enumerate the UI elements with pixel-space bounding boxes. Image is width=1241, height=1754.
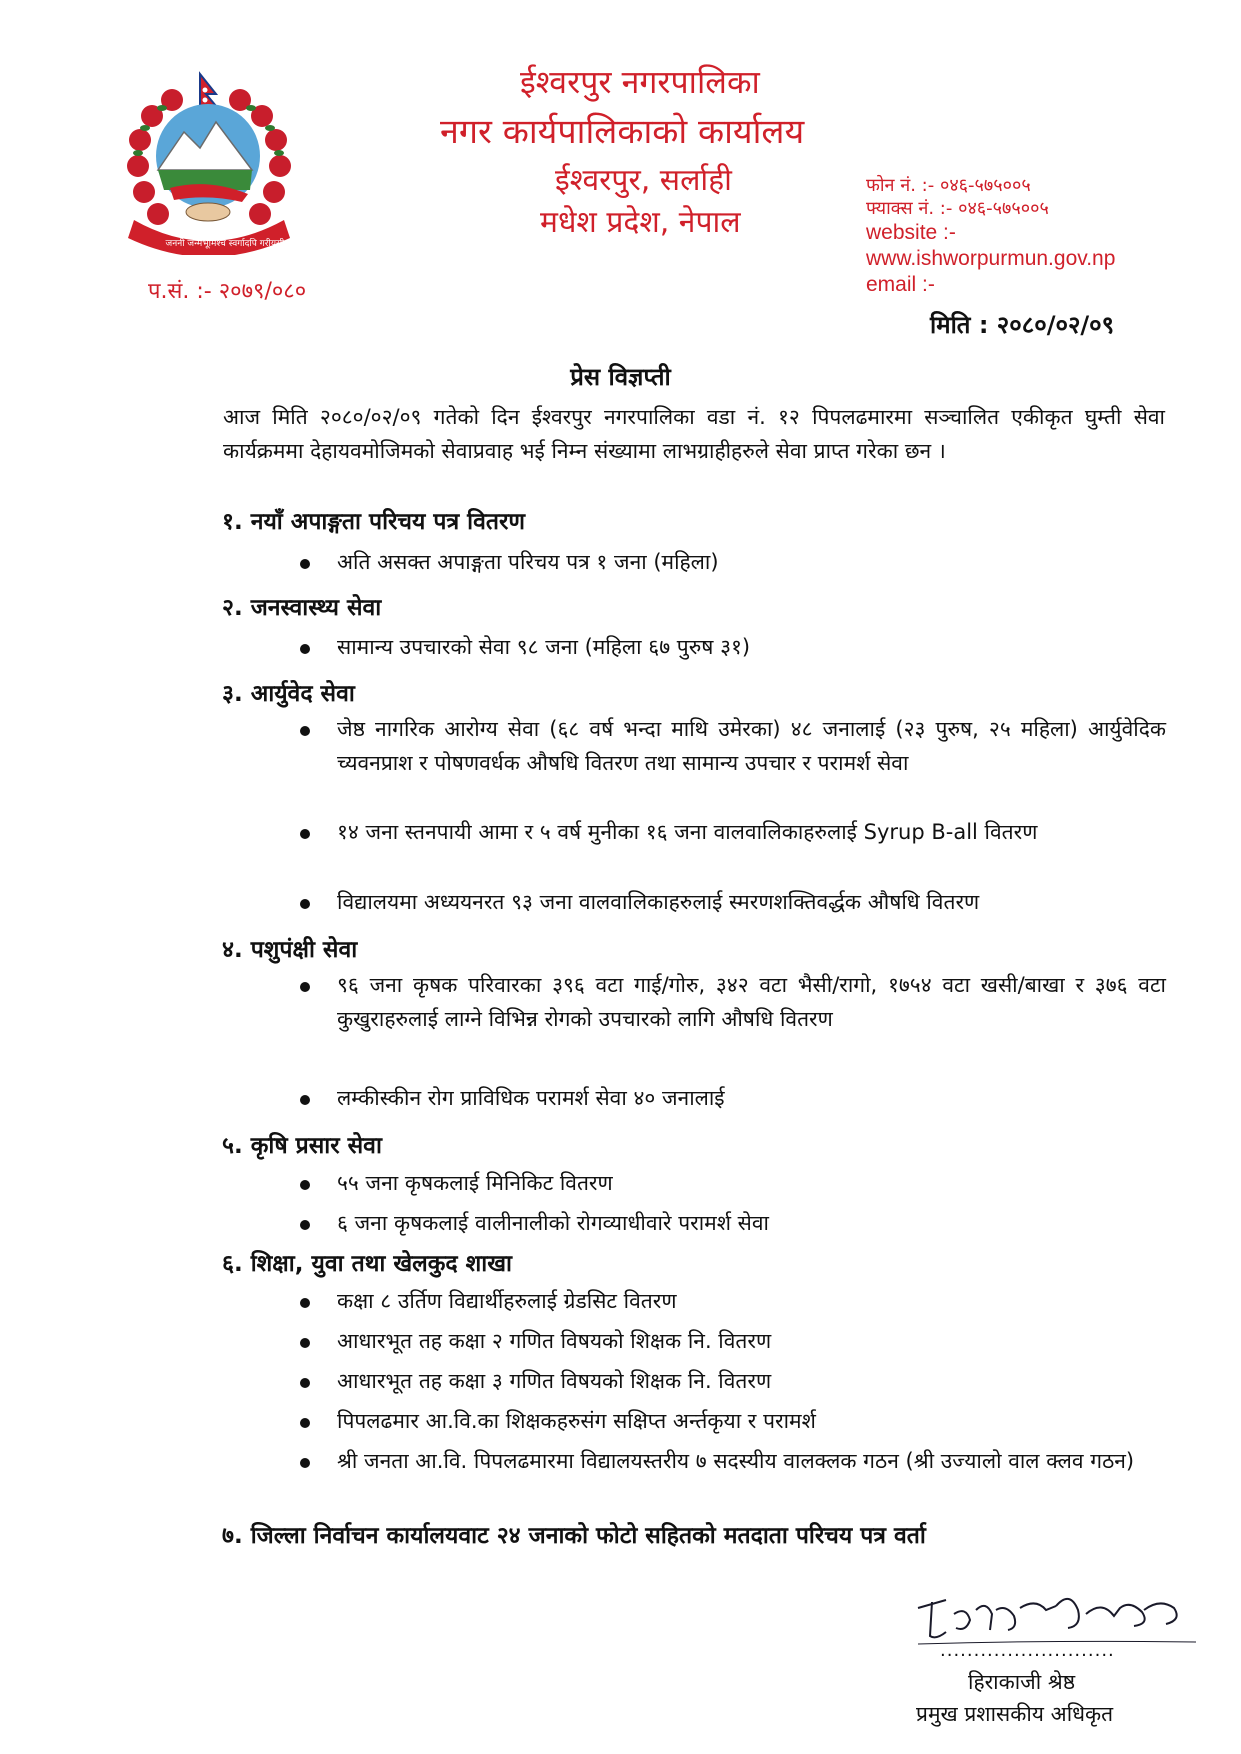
bullet-icon xyxy=(300,1095,310,1105)
section-heading-2: २. जनस्वास्थ्य सेवा xyxy=(222,595,382,621)
nepal-emblem-logo xyxy=(112,70,322,255)
document-date: मिति : २०८०/०२/०९ xyxy=(930,311,1115,339)
email-label: email :- xyxy=(866,273,935,296)
bullet-icon xyxy=(300,982,310,992)
section-heading-1: १. नयाँ अपाङ्गता परिचय पत्र वितरण xyxy=(222,509,526,535)
bullet-icon xyxy=(300,1338,310,1348)
province-country: मधेश प्रदेश, नेपाल xyxy=(540,205,741,240)
signatory-name: हिराकाजी श्रेष्ठ xyxy=(968,1670,1076,1694)
list-item: पिपलढमार आ.वि.का शिक्षकहरुसंग सक्षिप्त अर्न्तकृया र परामर्श xyxy=(300,1404,1166,1438)
intro-paragraph: आज मिति २०८०/०२/०९ गतेको दिन ईश्वरपुर नगरपालिका वडा नं. १२ पिपलढमारमा सञ्चालित एकीकृत घुम्ती सेवा कार्यक्रममा देहायवमोजिमको सेवाप्रवाह भई निम्न संख्यामा लाभग्राहीहरुले सेवा प्राप्त गरेका छन । xyxy=(223,405,1165,463)
list-item: अति असक्त अपाङ्गता परिचय पत्र १ जना (महिला) xyxy=(300,545,1166,579)
list-item: आधारभूत तह कक्षा २ गणित विषयको शिक्षक नि. वितरण xyxy=(300,1324,1166,1358)
list-item: श्री जनता आ.वि. पिपलढमारमा विद्यालयस्तरीय ७ सदस्यीय वालक्लक गठन (श्री उज्यालो वाल क्लव गठन) xyxy=(300,1444,1166,1478)
section-heading-4: ४. पशुपंक्षी सेवा xyxy=(222,937,358,963)
bullet-icon xyxy=(300,644,310,654)
list-item: ९६ जना कृषक परिवारका ३९६ वटा गाई/गोरु, ३४२ वटा भैसी/रागो, १७५४ वटा खसी/बाखा र ३७६ वटा कुखुराहरुलाई लाग्ने विभिन्न रोगको उपचारको लागि औषधि वितरण xyxy=(300,968,1166,1036)
signature-line: .......................... xyxy=(940,1640,1115,1661)
list-item: ५५ जना कृषकलाई मिनिकिट वितरण xyxy=(300,1166,1166,1200)
section-heading-6: ६. शिक्षा, युवा तथा खेलकुद शाखा xyxy=(222,1251,513,1277)
fax-number: फ्याक्स नं. :- ०४६-५७५००५ xyxy=(866,198,1049,219)
signatory-designation: प्रमुख प्रशासकीय अधिकृत xyxy=(916,1702,1114,1726)
list-item: लम्कीस्कीन रोग प्राविधिक परामर्श सेवा ४० जनालाई xyxy=(300,1081,1166,1115)
bullet-icon xyxy=(300,1298,310,1308)
list-item: कक्षा ८ उर्तिण विद्यार्थीहरुलाई ग्रेडसिट वितरण xyxy=(300,1284,1166,1318)
bullet-icon xyxy=(300,899,310,909)
website-url[interactable]: www.ishworpurmun.gov.np xyxy=(866,247,1116,270)
office-address: ईश्वरपुर, सर्लाही xyxy=(555,163,732,198)
list-item: ६ जना कृषकलाई वालीनालीको रोगव्याधीवारे परामर्श सेवा xyxy=(300,1206,1166,1240)
municipality-name: ईश्वरपुर नगरपालिका xyxy=(520,63,760,101)
section-heading-5: ५. कृषि प्रसार सेवा xyxy=(222,1133,382,1159)
reference-number: प.सं. :- २०७९/०८० xyxy=(148,279,307,304)
document-title: प्रेस विज्ञप्ती xyxy=(570,363,671,391)
office-name: नगर कार्यपालिकाको कार्यालय xyxy=(440,112,805,152)
section-heading-7: ७. जिल्ला निर्वाचन कार्यालयवाट २४ जनाको फोटो सहितको मतदाता परिचय पत्र वर्ता xyxy=(222,1523,926,1549)
list-item: सामान्य उपचारको सेवा ९८ जना (महिला ६७ पुरुष ३१) xyxy=(300,630,1166,664)
bullet-icon xyxy=(300,1458,310,1468)
website-label: website :- xyxy=(866,221,956,244)
list-item: जेष्ठ नागरिक आरोग्य सेवा (६८ वर्ष भन्दा माथि उमेरका) ४८ जनालाई (२३ पुरुष, २५ महिला) आर्युवेदिक च्यवनप्राश र पोषणवर्धक औषधि वितरण तथा सामान्य उपचार र परामर्श सेवा xyxy=(300,712,1166,780)
contact-block xyxy=(866,174,1166,298)
bullet-icon xyxy=(300,559,310,569)
bullet-icon xyxy=(300,1220,310,1230)
bullet-icon xyxy=(300,1180,310,1190)
bullet-icon xyxy=(300,1418,310,1428)
bullet-icon xyxy=(300,829,310,839)
list-item: १४ जना स्तनपायी आमा र ५ वर्ष मुनीका १६ जना वालवालिकाहरुलाई Syrup B-all वितरण xyxy=(300,815,1166,849)
list-item: विद्यालयमा अध्ययनरत ९३ जना वालवालिकाहरुलाई स्मरणशक्तिवर्द्धक औषधि वितरण xyxy=(300,885,1166,919)
section-heading-3: ३. आर्युवेद सेवा xyxy=(222,681,355,707)
list-item: आधारभूत तह कक्षा ३ गणित विषयको शिक्षक नि. वितरण xyxy=(300,1364,1166,1398)
emblem-motto: जननी जन्मभूमिश्च स्वर्गादपि गरीयसी xyxy=(165,239,285,249)
phone-number: फोन नं. :- ०४६-५७५००५ xyxy=(866,175,1031,196)
bullet-icon xyxy=(300,1378,310,1388)
bullet-icon xyxy=(300,726,310,736)
